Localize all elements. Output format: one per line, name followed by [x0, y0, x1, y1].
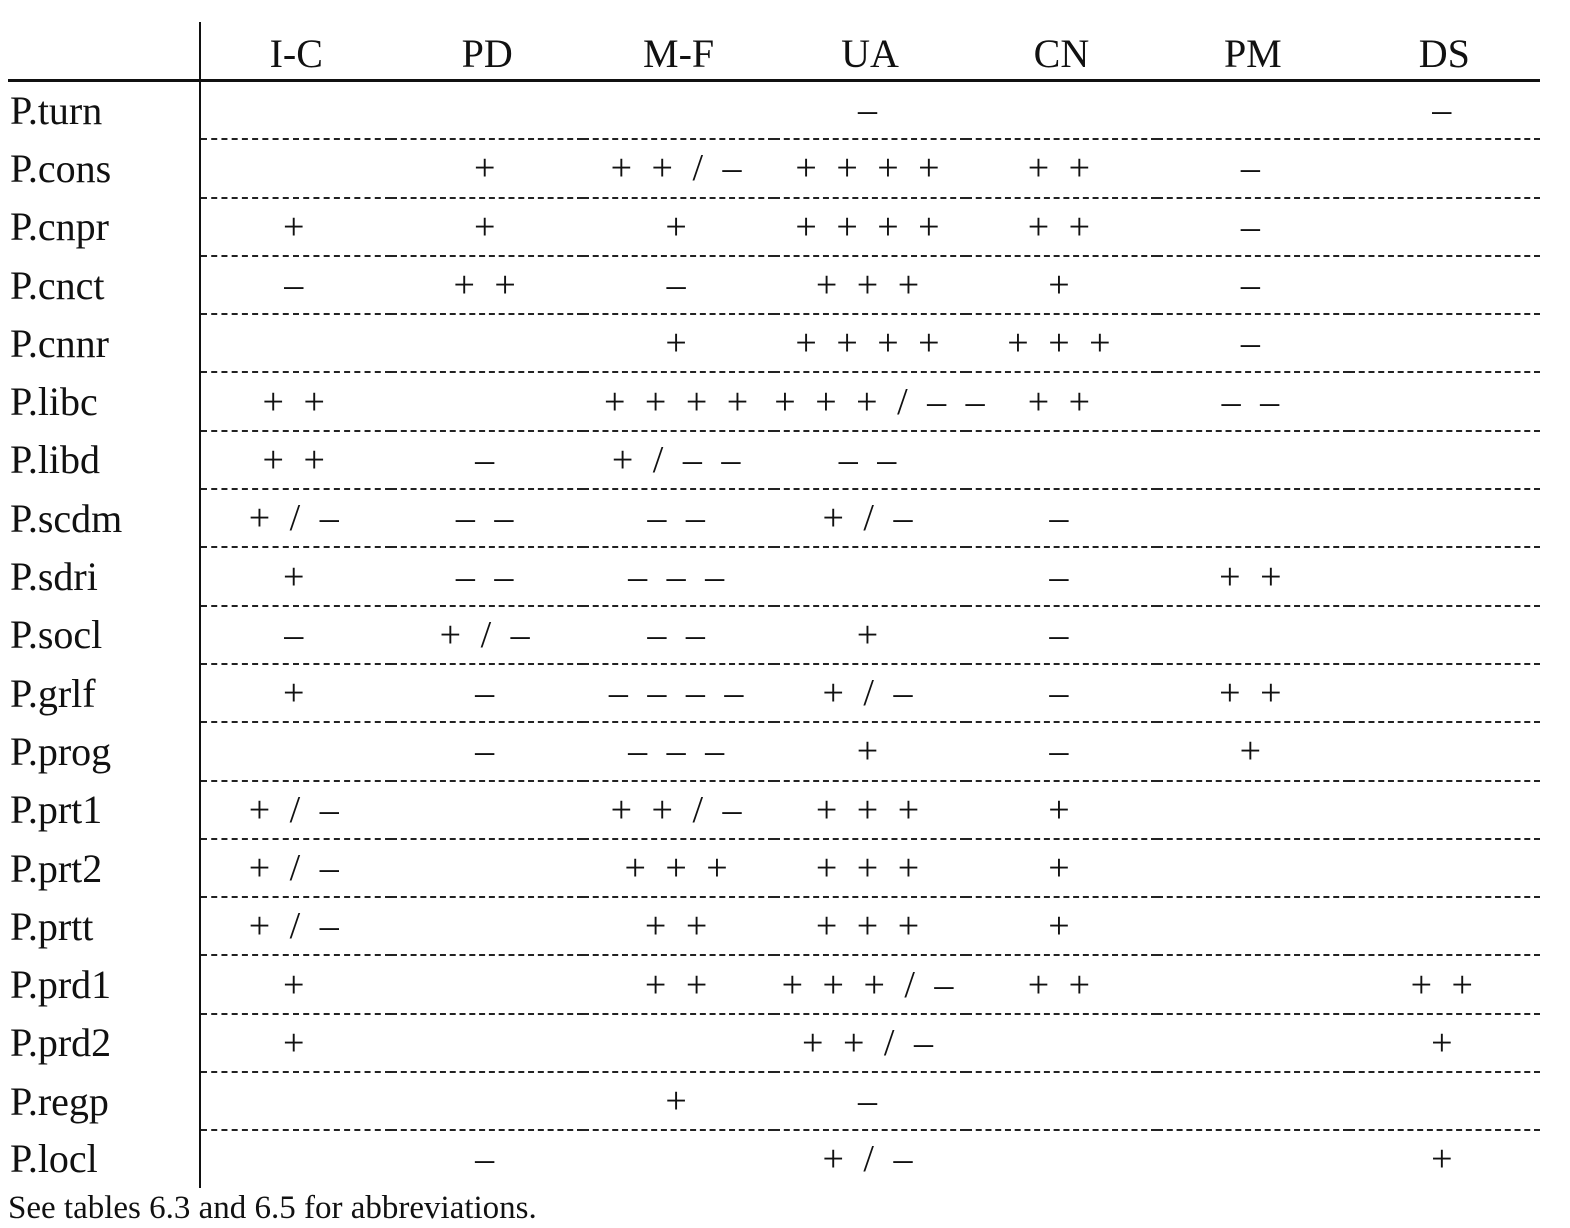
table-cell: +: [391, 139, 582, 197]
table-cell: [1157, 955, 1348, 1013]
table-cell: + + +: [774, 897, 965, 955]
table-row: [8, 955, 1540, 1013]
table-cell: + + / –: [774, 1014, 965, 1072]
table-footnote: See tables 6.3 and 6.5 for abbreviations.: [8, 1190, 537, 1226]
table-cell: +: [583, 198, 774, 256]
header-row: [8, 22, 1540, 81]
table-cell: + / –: [774, 664, 965, 722]
table-cell: + + +: [583, 839, 774, 897]
table-cell: +: [583, 1072, 774, 1130]
table-cell: [774, 547, 965, 605]
table-row: [8, 372, 1540, 430]
table-cell: [966, 431, 1157, 489]
table-cell: + + / –: [583, 139, 774, 197]
table-cell: [1349, 489, 1540, 547]
table-cell: + + +: [774, 256, 965, 314]
table-cell: + + + +: [774, 314, 965, 372]
table-cell: +: [966, 839, 1157, 897]
table-cell: [1157, 606, 1348, 664]
table-cell: [1349, 606, 1540, 664]
table-row: [8, 431, 1540, 489]
table-cell: [966, 1072, 1157, 1130]
table-cell: [200, 1130, 391, 1187]
results-table: [8, 22, 1540, 1188]
table-cell: [1349, 256, 1540, 314]
row-label: P.prt2: [8, 839, 200, 897]
table-row: [8, 722, 1540, 780]
table-cell: [1157, 81, 1348, 140]
table-cell: [1157, 1130, 1348, 1187]
table-cell: – –: [583, 489, 774, 547]
table-cell: [1349, 722, 1540, 780]
table-cell: +: [391, 198, 582, 256]
row-label: P.prd1: [8, 955, 200, 1013]
table-cell: [1349, 664, 1540, 722]
table-row: [8, 839, 1540, 897]
table-cell: [1157, 1072, 1348, 1130]
table-cell: [1349, 1072, 1540, 1130]
table-cell: [1349, 897, 1540, 955]
table-cell: –: [1157, 314, 1348, 372]
table-cell: + / – –: [583, 431, 774, 489]
table-cell: + +: [200, 431, 391, 489]
table-cell: [1157, 431, 1348, 489]
table-cell: +: [200, 1014, 391, 1072]
table-cell: [583, 1130, 774, 1187]
table-cell: + +: [1157, 547, 1348, 605]
column-header: CN: [966, 22, 1157, 81]
table-cell: +: [774, 722, 965, 780]
table-cell: +: [583, 314, 774, 372]
table-cell: [391, 955, 582, 1013]
table-cell: + + + / – –: [774, 372, 965, 430]
table-cell: – –: [774, 431, 965, 489]
table-cell: – –: [391, 547, 582, 605]
column-header: DS: [1349, 22, 1540, 81]
table-cell: +: [1349, 1014, 1540, 1072]
row-label: P.sdri: [8, 547, 200, 605]
row-label: P.turn: [8, 81, 200, 140]
table-cell: + +: [583, 897, 774, 955]
table-cell: + / –: [200, 489, 391, 547]
header-corner: [8, 22, 200, 81]
table-cell: [966, 1130, 1157, 1187]
table-cell: + / –: [391, 606, 582, 664]
table-cell: –: [475, 1138, 500, 1181]
table-cell: + / –: [774, 489, 965, 547]
table-cell: [966, 1014, 1157, 1072]
table-cell: [391, 839, 582, 897]
row-label: P.socl: [8, 606, 200, 664]
table-cell: [391, 1072, 582, 1130]
table-cell: + +: [966, 139, 1157, 197]
table-row: [8, 664, 1540, 722]
column-header: I-C: [200, 22, 391, 81]
row-label: P.cons: [8, 139, 200, 197]
table-cell: + +: [966, 955, 1157, 1013]
table-row: [8, 198, 1540, 256]
table-cell: – – – –: [583, 664, 774, 722]
table-cell: [583, 1014, 774, 1072]
column-header: PM: [1157, 22, 1348, 81]
table-cell: + + +: [966, 314, 1157, 372]
row-label: P.prd2: [8, 1014, 200, 1072]
table-row: [8, 606, 1540, 664]
column-header: PD: [391, 22, 582, 81]
table-cell: +: [200, 547, 391, 605]
table-cell: [1349, 198, 1540, 256]
table-cell: –: [200, 606, 391, 664]
table-cell: +: [200, 664, 391, 722]
table-cell: –: [966, 547, 1157, 605]
table-row: [8, 547, 1540, 605]
table-cell: – – –: [583, 547, 774, 605]
row-label: P.libc: [8, 372, 200, 430]
table-cell: +: [774, 606, 965, 664]
table-cell: – – –: [583, 722, 774, 780]
table-cell: –: [583, 256, 774, 314]
table-row: [8, 314, 1540, 372]
table-cell: – –: [391, 489, 582, 547]
table-cell: –: [966, 664, 1157, 722]
table-row: [8, 1130, 1540, 1187]
table-row: [8, 781, 1540, 839]
table-cell: + / –: [200, 839, 391, 897]
table-cell: [391, 781, 582, 839]
table-row: [8, 256, 1540, 314]
table-cell: + / –: [822, 1138, 918, 1181]
table-cell: [583, 81, 774, 140]
table-cell: [1349, 372, 1540, 430]
table-cell: +: [200, 955, 391, 1013]
table-cell: + / –: [200, 781, 391, 839]
table-cell: [391, 372, 582, 430]
table-cell: [200, 314, 391, 372]
table-cell: [200, 1072, 391, 1130]
table-cell: +: [1157, 722, 1348, 780]
table-cell: –: [200, 256, 391, 314]
table-cell: [1157, 781, 1348, 839]
table-body: [8, 81, 1540, 1188]
column-header: UA: [774, 22, 965, 81]
table-row: [8, 81, 1540, 140]
table-cell: + / –: [200, 897, 391, 955]
row-label: P.regp: [8, 1072, 200, 1130]
table-cell: + +: [1157, 664, 1348, 722]
table-cell: + + + +: [774, 198, 965, 256]
table-cell: [1349, 547, 1540, 605]
row-label: P.prtt: [8, 897, 200, 955]
table-cell: [966, 81, 1157, 140]
table-cell: +: [966, 781, 1157, 839]
table-cell: –: [966, 722, 1157, 780]
table-cell: –: [966, 489, 1157, 547]
table-cell: + + +: [774, 839, 965, 897]
table-cell: [200, 722, 391, 780]
table-cell: [1349, 839, 1540, 897]
table-cell: [391, 81, 582, 140]
table-cell: +: [966, 256, 1157, 314]
table-cell: –: [1157, 256, 1348, 314]
row-label: P.scdm: [8, 489, 200, 547]
row-label: P.grlf: [8, 664, 200, 722]
table-cell: –: [966, 606, 1157, 664]
table-cell: –: [774, 1072, 965, 1130]
table-cell: [391, 897, 582, 955]
table-cell: – –: [583, 606, 774, 664]
table-cell: + + + +: [774, 139, 965, 197]
table-cell: + + / –: [583, 781, 774, 839]
table-cell: [1157, 1014, 1348, 1072]
row-label: P.cnct: [8, 256, 200, 314]
table-cell: + + +: [774, 781, 965, 839]
table-cell: + +: [583, 955, 774, 1013]
table-cell: –: [1157, 139, 1348, 197]
row-label: P.cnnr: [8, 314, 200, 372]
table-cell: [391, 1014, 582, 1072]
table-cell: –: [1349, 81, 1540, 140]
row-label: P.libd: [8, 431, 200, 489]
table-row: [8, 489, 1540, 547]
table-row: [8, 1072, 1540, 1130]
table-cell: – –: [1157, 372, 1348, 430]
table-cell: [1349, 314, 1540, 372]
row-label: P.locl: [8, 1130, 200, 1187]
table-cell: [1157, 839, 1348, 897]
table-cell: [200, 139, 391, 197]
table-cell: + +: [391, 256, 582, 314]
table-cell: + +: [966, 372, 1157, 430]
row-label: P.prt1: [8, 781, 200, 839]
table-cell: –: [774, 81, 965, 140]
table-cell: +: [966, 897, 1157, 955]
table-cell: [1349, 781, 1540, 839]
table-cell: [200, 81, 391, 140]
table-row: [8, 897, 1540, 955]
table-cell: + + + / –: [774, 955, 965, 1013]
table-cell: [1349, 139, 1540, 197]
table-cell: –: [391, 664, 582, 722]
table-cell: +: [1431, 1138, 1458, 1181]
table-cell: [1349, 431, 1540, 489]
column-header: M-F: [583, 22, 774, 81]
table-cell: [1157, 897, 1348, 955]
table-cell: –: [391, 722, 582, 780]
table-cell: –: [391, 431, 582, 489]
row-label: P.prog: [8, 722, 200, 780]
table-cell: + + + +: [583, 372, 774, 430]
table-cell: + +: [1349, 955, 1540, 1013]
table-cell: +: [200, 198, 391, 256]
table-cell: + +: [200, 372, 391, 430]
table-row: [8, 139, 1540, 197]
table-cell: + +: [966, 198, 1157, 256]
row-label: P.cnpr: [8, 198, 200, 256]
table-cell: [391, 314, 582, 372]
table-row: [8, 1014, 1540, 1072]
table-cell: [1157, 489, 1348, 547]
table-cell: –: [1157, 198, 1348, 256]
